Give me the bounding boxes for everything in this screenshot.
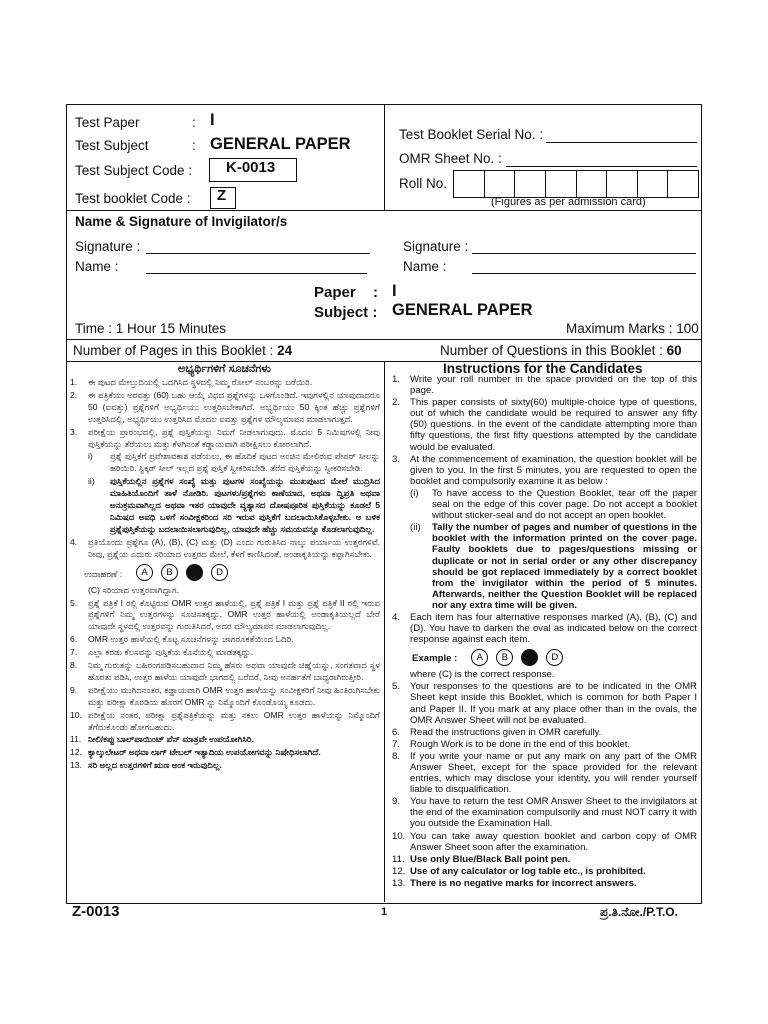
answer-bubble-a: A bbox=[471, 649, 488, 666]
instruction-item bbox=[392, 866, 697, 877]
instructions-divider bbox=[384, 361, 385, 902]
instruction-text: Your responses to the questions are to be indicated in the OMR Sheet kept inside this Booklet, which is common for both Paper I and Paper II. If you mark at any place other than in the ovals, the OMR Answer Sheet will not be evaluated. bbox=[410, 681, 697, 726]
pages-value: 24 bbox=[277, 343, 293, 358]
instruction-number: 9. bbox=[392, 796, 401, 808]
instruction-text: Write your roll number in the space provided on the top of this page. bbox=[410, 374, 697, 397]
answer-bubble-a: A bbox=[136, 564, 153, 581]
booklet-code-value: Z bbox=[217, 187, 227, 204]
instruction-number: 2. bbox=[392, 397, 401, 409]
footer-pto: ಪ್ರ.ತಿ.ನೋ./P.T.O. bbox=[600, 905, 678, 919]
instruction-item bbox=[70, 634, 380, 646]
instruction-number: 10. bbox=[70, 709, 82, 720]
example-row bbox=[70, 564, 380, 582]
instruction-text: ನೀಲಿ/ಕಪ್ಪು ಬಾಲ್‌ಪಾಯಿಂಟ್ ಪೆನ್ ಮಾತ್ರವೇ ಉಪಯೋಗಿಸಿರಿ. bbox=[88, 734, 254, 745]
name-field-2[interactable] bbox=[472, 273, 696, 274]
pages-label bbox=[73, 343, 292, 358]
english-instructions bbox=[392, 374, 697, 899]
instruction-item bbox=[392, 727, 697, 738]
footer-code: Z-0013 bbox=[72, 903, 120, 920]
instruction-text: ಸರಿ ಅಲ್ಲದ ಉತ್ತರಗಳಿಗೆ ಋಣ ಅಂಕ ಇರುವುದಿಲ್ಲ. bbox=[88, 760, 222, 771]
kannada-title: ಅಭ್ಯರ್ಥಿಗಳಿಗೆ ಸೂಚನೆಗಳು bbox=[178, 363, 271, 375]
instruction-item bbox=[392, 831, 697, 853]
instruction-text: Use only Blue/Black Ball point pen. bbox=[410, 853, 571, 865]
instruction-item bbox=[70, 537, 380, 561]
instruction-item bbox=[70, 747, 380, 759]
answer-bubble-b: B bbox=[496, 649, 513, 666]
instruction-item bbox=[70, 647, 380, 659]
instruction-number: 8. bbox=[70, 660, 78, 671]
instruction-text: ನಿಮ್ಮ ಗುರುತನ್ನು ಬಹಿರಂಗಪಡಿಸಬಹುದಾದ ನಿಮ್ಮ ಹೆಸರು ಅಥವಾ ಯಾವುದೇ ಚಿಹ್ನೆಯನ್ನು, ಸಂಗತವಾದ ಸ್ಥಳ ಹೊರತು ಪಡಿಸಿ, ಉತ್ತರ ಹಾಳೆಯ ಯಾವುದೇ ಭಾಗದಲ್ಲಿ ಬರೆದರೆ, ನೀವು ಅನರ್ಹತೆಗೆ ಬಾಧ್ಯರಾಗಿರುತ್ತೀರಿ. bbox=[88, 660, 380, 682]
instruction-item bbox=[70, 476, 380, 536]
pages-label-text: Number of Pages in this Booklet : bbox=[73, 343, 274, 358]
answer-bubble-d: D bbox=[211, 564, 228, 581]
instruction-number: 4. bbox=[70, 536, 78, 547]
instruction-item bbox=[70, 734, 380, 746]
instruction-text: This paper consists of sixty(60) multiple-choice type of questions, out of which the candidate would be required to answer any fifty (50) questions. In the event of the candidate attempting more than fifty questions, the first fifty questions attempted by the candidate would be evaluated. bbox=[410, 397, 697, 453]
subject-code-value: K-0013 bbox=[226, 159, 276, 176]
instruction-text: To have access to the Question Booklet, tear off the paper seal on the edge of this cover page. Do not accept a booklet without sticker-seal and do not accept an open booklet. bbox=[432, 487, 697, 522]
instruction-number: 12. bbox=[70, 747, 82, 758]
answer-bubble-b: B bbox=[161, 564, 178, 581]
instruction-number: 3. bbox=[70, 426, 78, 437]
pages-row-top-rule bbox=[66, 339, 701, 340]
instruction-item bbox=[392, 488, 697, 521]
instruction-number: 2. bbox=[70, 389, 78, 400]
paper-label: Paper bbox=[314, 284, 356, 301]
instruction-number: i) bbox=[88, 451, 93, 462]
instruction-number: 13. bbox=[392, 877, 406, 889]
booklet-code-label: Test booklet Code : bbox=[75, 191, 191, 206]
instruction-text: Use of any calculator or log table etc., is prohibited. bbox=[410, 865, 646, 877]
instruction-item bbox=[70, 685, 380, 709]
colon: : bbox=[192, 115, 196, 130]
instruction-item bbox=[392, 739, 697, 750]
signature-field-2[interactable] bbox=[472, 253, 696, 254]
instruction-number: 1. bbox=[70, 377, 78, 387]
instruction-text: OMR ಉತ್ತರ ಹಾಳೆಯಲ್ಲಿ ಕೊಟ್ಟ ಸೂಚನೆಗಳನ್ನು ಜಾಗರೂಕತೆಯಿಂದ ಓದಿರಿ. bbox=[88, 634, 294, 645]
instruction-text: There is no negative marks for incorrect answers. bbox=[410, 877, 637, 889]
instruction-text: ಕ್ಯಾಲ್ಕುಲೇಟರ್ ಅಥವಾ ಲಾಗ್ ಟೇಬಲ್ ಇತ್ಯಾದಿಯ ಉಪಯೋಗವನ್ನು ನಿಷೇಧಿಸಲಾಗಿದೆ. bbox=[88, 747, 321, 758]
signature-field-1[interactable] bbox=[146, 253, 370, 254]
answer-bubble-c: C bbox=[186, 564, 203, 581]
instruction-item bbox=[70, 585, 380, 597]
name-field-1[interactable] bbox=[146, 273, 367, 274]
test-paper-value: I bbox=[210, 111, 215, 129]
paper-value: I bbox=[392, 282, 397, 300]
max-marks-text: Maximum Marks : 100 bbox=[566, 321, 699, 336]
instruction-number: 11. bbox=[70, 734, 82, 745]
instruction-text: (C) ಸರಿಯಾದ ಉತ್ತರವಾಗಿದ್ದಾಗ. bbox=[88, 584, 180, 595]
name-label-1: Name : bbox=[75, 259, 119, 274]
instruction-text: ಎಲ್ಲಾ ಕರಡು ಕೆಲಸವನ್ನು ಪುಸ್ತಿಕೆಯ ಕೊನೆಯಲ್ಲಿ ಮಾಡತಕ್ಕದ್ದು. bbox=[88, 647, 254, 658]
instruction-number: 6. bbox=[392, 726, 401, 738]
instruction-item bbox=[392, 751, 697, 795]
instruction-number: 5. bbox=[70, 597, 78, 608]
instruction-number bbox=[392, 669, 410, 680]
instruction-number: 7. bbox=[70, 647, 78, 658]
instruction-item bbox=[70, 451, 380, 475]
instruction-number: 4. bbox=[392, 611, 401, 623]
instruction-number: 11. bbox=[392, 853, 405, 865]
subject-code-label: Test Subject Code : bbox=[75, 163, 193, 178]
instruction-number: 5. bbox=[392, 681, 401, 693]
test-subject-label: Test Subject bbox=[75, 138, 149, 153]
instruction-text: ಪ್ರತಿಯೊಂದು ಪ್ರಶ್ನೆಗೂ (A), (B), (C) ಮತ್ತು (D) ಎಂದು ಗುರುತಿಸಿದ ನಾಲ್ಕು ಪರ್ಯಾಯ ಉತ್ತರಗಳಿವೆ. ನೀವು, ಪ್ರಶ್ನೆಯ ಎದುರು ಸರಿಯಾದ ಉತ್ತರದ ಮೇಲೆ, ಕೆಳಗೆ ಕಾಣಿಸಿದಂತೆ, ಅಂಡಾಕೃತಿಯನ್ನು ಕಪ್ಪಾಗಿಸಬೇಕು. bbox=[88, 536, 380, 559]
footer-page-number: 1 bbox=[381, 906, 388, 918]
questions-value: 60 bbox=[666, 343, 682, 358]
time-text: Time : 1 Hour 15 Minutes bbox=[75, 321, 227, 336]
instruction-text: ಪರೀಕ್ಷೆಯು ಮುಗಿದನಂತರ, ಕಡ್ಡಾಯವಾಗಿ OMR ಉತ್ತರ ಹಾಳೆಯನ್ನು ಸಂವೀಕ್ಷಕರಿಗೆ ನೀವು ಹಿಂತಿರುಗಿಸಬೇಕು ಮತ್ತು ಪರೀಕ್ಷಾ ಕೊಠಡಿಯ ಹೊರಗೆ OMR ನ್ನು ನಿಮ್ಮೊಂದಿಗೆ ಕೊಂಡೊಯ್ಯ ಕೂಡದು. bbox=[88, 684, 380, 707]
instruction-item bbox=[70, 427, 380, 451]
signature-label-2: Signature : bbox=[403, 239, 469, 254]
instruction-text: ಪುಸ್ತಿಕೆಯಲ್ಲಿನ ಪ್ರಶ್ನೆಗಳ ಸಂಖ್ಯೆ ಮತ್ತು ಪುಟಗಳ ಸಂಖ್ಯೆಯನ್ನು ಮುಖಪುಟದ ಮೇಲೆ ಮುದ್ರಿಸಿದ ಮಾಹಿತಿಯೊಂದಿಗೆ ತಾಳೆ ನೋಡಿರಿ. ಪುಟಗಳು/ಪ್ರಶ್ನೆಗಳು ಕಾಣೆಯಾದ, ಅಥವಾ ದ್ವಿಪ್ರತಿ ಅಥವಾ ಅನುಕ್ರಮವಾಗಿಲ್ಲದ ಅಥವಾ ಇತರ ಯಾವುದೇ ವ್ಯತ್ಯಾಸದ ದೋಷಪೂರಿತ ಪುಸ್ತಿಕೆಯನ್ನು ಕೂಡಲೆ 5 ನಿಮಿಷದ ಅವಧಿ ಒಳಗೆ ಸಂವೀಕ್ಷಕರಿಂದ ಸರಿ ಇರುವ ಪುಸ್ತಿಕೆಗೆ ಬದಲಾಯಿಸಿಕೊಳ್ಳಬೇಕು. ಆ ಬಳಿಕ ಪ್ರಶ್ನೆಪುಸ್ತಿಕೆಯನ್ನು ಬದಲಾಯಿಸಲಾಗುವುದಿಲ್ಲ, ಯಾವುದೇ ಹೆಚ್ಚು ಸಮಯವನ್ನೂ ಕೊಡಲಾಗುವುದಿಲ್ಲ. bbox=[110, 476, 380, 534]
instruction-item bbox=[392, 612, 697, 645]
instruction-number: 10. bbox=[392, 830, 406, 842]
instruction-text: ಪರೀಕ್ಷೆಯ ನಂತರ, ಪರೀಕ್ಷಾ ಪ್ರಶ್ನೆಪತ್ರಿಕೆಯನ್ನು ಮತ್ತು ನಕಲು OMR ಉತ್ತರ ಹಾಳೆಯನ್ನು ನಿಮ್ಮೊಂದಿಗೆ ತೆಗೆದುಕೊಂಡು ಹೋಗಬಹುದು. bbox=[88, 709, 380, 732]
subject-label: Subject : bbox=[314, 304, 378, 321]
paper-colon: : bbox=[373, 284, 378, 301]
test-subject-value: GENERAL PAPER bbox=[210, 135, 351, 153]
name-label-2: Name : bbox=[403, 259, 447, 274]
instruction-text: Read the instructions given in OMR carefully. bbox=[410, 726, 602, 738]
instruction-text: ಈ ಪತ್ರಿಕೆಯು ಅರವತ್ತು (60) ಬಹು ಆಯ್ಕೆ ವಿಧದ ಪ್ರಶ್ನೆಗಳನ್ನು ಒಳಗೊಂಡಿದೆ. ಇವುಗಳಲ್ಲಿನ ಯಾವುದಾದರೂ 50 (ಐವತ್ತು) ಪ್ರಶ್ನೆಗಳಿಗೆ ಅಭ್ಯರ್ಥಿಯು ಉತ್ತರಿಸಬೇಕಾಗಿದೆ. ಅಭ್ಯರ್ಥಿಯು 50 ಕ್ಕಿಂತ ಹೆಚ್ಚು ಪ್ರಶ್ನೆಗಳಿಗೆ ಉತ್ತರಿಸಿದಲ್ಲಿ, ಅಭ್ಯರ್ಥಿಯು ಉತ್ತರಿಸಿದ ಮೊದಲ ಐವತ್ತು ಪ್ರಶ್ನೆಗಳ ಮೌಲ್ಯಮಾಪನ ಮಾಡಲಾಗುತ್ತದೆ. bbox=[88, 389, 380, 424]
instruction-text: ಈ ಪುಟದ ಮೇಲ್ತುದಿಯಲ್ಲಿ ಒದಗಿಸಿದ ಸ್ಥಳದಲ್ಲಿ ನಿಮ್ಮ ರೋಲ್ ನಂಬರನ್ನು ಬರೆಯಿರಿ. bbox=[88, 377, 313, 387]
serial-no-field[interactable] bbox=[546, 142, 697, 143]
instruction-number: ii) bbox=[88, 476, 95, 487]
instruction-number: 9. bbox=[70, 684, 78, 695]
instruction-text: If you write your name or put any mark on any part of the OMR Answer Sheet, except for the space provided for the relevant entries, which may disclose your identity, you will render yourself liable to disqualification. bbox=[410, 750, 697, 796]
answer-bubble-d: D bbox=[546, 649, 563, 666]
instruction-number: (i) bbox=[410, 487, 419, 499]
instruction-item bbox=[392, 669, 697, 680]
instruction-item bbox=[70, 377, 380, 389]
instruction-item bbox=[70, 710, 380, 734]
instruction-item bbox=[70, 390, 380, 426]
instruction-number: 6. bbox=[70, 634, 78, 645]
kannada-list bbox=[70, 377, 380, 772]
omr-sheet-label: OMR Sheet No. : bbox=[399, 151, 502, 166]
instruction-text: ಪರೀಕ್ಷೆಯ ಪ್ರಾರಂಭದಲ್ಲಿ, ಪ್ರಶ್ನೆ ಪುಸ್ತಿಕೆಯನ್ನು ನಿಮಗೆ ನೀಡಲಾಗುವುದು. ಮೊದಲ 5 ನಿಮಿಷಗಳಲ್ಲಿ ನೀವು ಪುಸ್ತಿಕೆಯನ್ನು ತೆರೆಯಲು ಮತ್ತು ಕೆಳಗಿನಂತೆ ಕಡ್ಡಾಯವಾಗಿ ಪರೀಕ್ಷಿಸಲು ಕೋರಲಾಗಿದೆ. bbox=[88, 426, 380, 449]
example-label: Example : bbox=[412, 653, 458, 665]
instruction-text: ಪ್ರಶ್ನೆ ಪುಸ್ತಿಕೆಗೆ ಪ್ರವೇಶಾವಕಾಶ ಪಡೆಯಲು, ಈ ಹೊದಿಕೆ ಪುಟದ ಅಂಚಿನ ಮೇಲಿರುವ ಪೇಪರ್ ಸೀಲನ್ನು ಹರಿಯಿರಿ. ಸ್ಟಿಕ್ಕರ್ ಸೀಲ್ ಇಲ್ಲದ ಪ್ರಶ್ನೆ ಪುಸ್ತಿಕೆ ಸ್ವೀಕರಿಸಬೇಡಿ. ತೆರೆದ ಪುಸ್ತಿಕೆಯನ್ನು ಸ್ವೀಕರಿಸಬೇಡಿ. bbox=[110, 451, 380, 474]
instruction-item bbox=[70, 660, 380, 684]
english-list bbox=[392, 374, 697, 889]
instruction-text: Each item has four alternative responses marked (A), (B), (C) and (D). You have to darken the oval as indicated below on the correct response against each item. bbox=[410, 611, 697, 646]
signature-label-1: Signature : bbox=[75, 239, 141, 254]
instruction-number: (ii) bbox=[410, 522, 421, 534]
english-title: Instructions for the Candidates bbox=[443, 361, 643, 376]
instruction-item bbox=[392, 796, 697, 829]
instruction-item bbox=[392, 374, 697, 396]
questions-label-text: Number of Questions in this Booklet : bbox=[440, 343, 663, 358]
kannada-instructions bbox=[70, 377, 380, 899]
serial-no-label: Test Booklet Serial No. : bbox=[399, 127, 544, 142]
header-divider bbox=[384, 104, 385, 210]
header-bottom-rule bbox=[66, 210, 701, 211]
invigilator-title: Name & Signature of Invigilator/s bbox=[75, 214, 288, 229]
instruction-text: You can take away question booklet and carbon copy of OMR Answer Sheet soon after the examination. bbox=[410, 830, 697, 853]
example-label: ಉದಾಹರಣೆ : bbox=[84, 568, 123, 579]
instruction-number: 7. bbox=[392, 738, 401, 750]
colon: : bbox=[192, 138, 196, 153]
questions-label bbox=[440, 343, 682, 358]
instruction-text: where (C) is the correct response. bbox=[410, 669, 555, 681]
instruction-text: Rough Work is to be done in the end of this booklet. bbox=[410, 738, 631, 750]
roll-no-note: (Figures as per admission card) bbox=[491, 196, 646, 208]
instruction-number: 8. bbox=[392, 750, 401, 762]
instruction-text: ಪ್ರಶ್ನೆ ಪತ್ರಿಕೆ I ರಲ್ಲಿ ಕೊಟ್ಟಿರುವ OMR ಉತ್ತರ ಹಾಳೆಯಲ್ಲಿ, ಪ್ರಶ್ನೆ ಪತ್ರಿಕೆ I ಮತ್ತು ಪ್ರಶ್ನೆ ಪತ್ರಿಕೆ II ರಲ್ಲಿ ಇರುವ ಪ್ರಶ್ನೆಗಳಿಗೆ ನಿಮ್ಮ ಉತ್ತರಗಳನ್ನು ಸೂಚಿಸತಕ್ಕದ್ದು. OMR ಉತ್ತರ ಹಾಳೆಯಲ್ಲಿ ಅಂಡಾಕೃತಿಯಲ್ಲದೆ ಬೇರೆ ಯಾವುದೇ ಸ್ಥಳದಲ್ಲಿ ಉತ್ತರವನ್ನು ಗುರುತಿಸಿದರೆ, ಅದರ ಮೌಲ್ಯಮಾಪನ ಮಾಡಲಾಗುವುದಿಲ್ಲ. bbox=[88, 597, 380, 632]
instruction-number: 13. bbox=[70, 760, 82, 771]
instruction-item bbox=[392, 681, 697, 725]
instruction-item bbox=[392, 854, 697, 865]
roll-no-boxes[interactable] bbox=[453, 170, 699, 198]
test-paper-label: Test Paper bbox=[75, 115, 140, 130]
instruction-item bbox=[392, 454, 697, 487]
instruction-text: Tally the number of pages and number of questions in the booklet with the information printed on the cover page. Faulty booklets due to pages/questions missing or duplicate or not in serial order or any other discrepancy should be got replaced immediately by a correct booklet from the invigilator within the period of 5 minutes. Afterwards, neither the Question Booklet will be replaced nor any extra time will be given. bbox=[432, 522, 697, 611]
instruction-item bbox=[392, 522, 697, 611]
instruction-text: At the commencement of examination, the question booklet will be given to you. In the first 5 minutes, you are requested to open the booklet and compulsorily examine it as below : bbox=[410, 453, 697, 487]
omr-sheet-field[interactable] bbox=[506, 166, 697, 167]
answer-bubble-c: C bbox=[521, 649, 538, 666]
instruction-item bbox=[70, 760, 380, 772]
subject-value: GENERAL PAPER bbox=[392, 301, 533, 319]
instruction-text: You have to return the test OMR Answer Sheet to the invigilators at the end of the examination compulsorily and must NOT carry it with you outside the Examination Hall. bbox=[410, 796, 697, 830]
roll-no-label: Roll No. bbox=[399, 176, 448, 191]
instruction-item bbox=[392, 397, 697, 452]
instruction-item bbox=[70, 598, 380, 634]
instruction-number bbox=[70, 585, 88, 597]
instruction-item bbox=[392, 878, 697, 889]
instruction-number: 3. bbox=[392, 453, 401, 465]
example-row bbox=[392, 648, 697, 666]
instruction-number: 1. bbox=[392, 374, 401, 385]
instruction-number: 12. bbox=[392, 865, 406, 877]
